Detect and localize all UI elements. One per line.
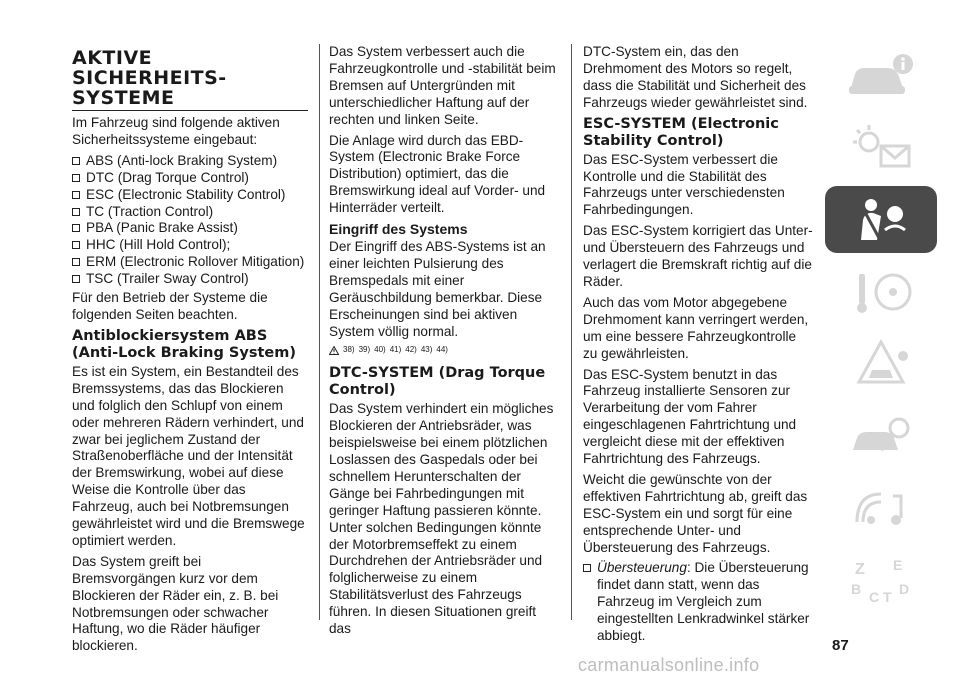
abs-paragraph-3: Das System verbessert auch die Fahrzeugkontrolle und -stabilität beim Bremsen auf Untergründen mit unterschiedlicher Haftung auf der rechten und linken Seite. — [329, 44, 556, 127]
intro-text: Im Fahrzeug sind folgende aktiven Sicherheitssysteme eingebaut: — [72, 115, 280, 147]
key-steering-icon — [841, 266, 921, 318]
index-letter: D — [899, 580, 910, 597]
after-list-text: Für den Betrieb der Systeme die folgenden Seiten beachten. — [72, 290, 268, 322]
chapter-tab-emergency[interactable] — [825, 330, 937, 397]
abs-paragraph-1: Es ist ein System, ein Bestandteil des Bremssystems, das das Blockieren und folglich den Schlupf von einem oder mehreren Rädern verhindert, und zwar bei jeglichem Zustand der Straßenoberfläche und der Intensität der Bremswirkung, wobei auf diese Weise die Kontrolle über das Fahrzeug, auch bei Notbremsungen gewährleistet wird und die Bremswege optimiert werden. — [72, 363, 305, 548]
chapter-tab-vehicle-info[interactable] — [825, 42, 937, 109]
list-item: DTC (Drag Torque Control) — [72, 170, 308, 187]
esc-paragraph-4: Das ESC-System benutzt in das Fahrzeug installierte Sensoren zur Verarbeitung der vom Fahrer eingeschlagenen Fahrtrichtung und vergleicht diese mit der effektiven Fahrtrichtung des Fahrzeugs. — [583, 366, 797, 467]
reference-number: 39) — [358, 345, 371, 355]
chapter-tab-indicators[interactable] — [825, 114, 937, 181]
page-number: 87 — [832, 637, 849, 654]
esc-paragraph-5: Weicht die gewünschte von der effektiven Fahrtrichtung ab, greift das ESC-System ein und sorgt für eine entsprechende Unter- und Übersteuerung des Fahrzeugs. — [583, 471, 808, 555]
index-letter: T — [883, 588, 892, 605]
warning-references — [329, 342, 559, 359]
checkbox-bullet-icon — [72, 191, 80, 199]
reference-number: 40) — [374, 345, 386, 355]
checkbox-bullet-icon — [72, 241, 80, 249]
reference-number: 42) — [405, 345, 417, 355]
chapter-sidebar — [825, 42, 937, 618]
list-item: ABS (Anti-lock Braking System) — [72, 153, 308, 170]
emergency-car-icon — [841, 338, 921, 390]
oversteer-list — [583, 560, 813, 645]
list-item: HHC (Hill Hold Control); — [72, 237, 308, 254]
column-3 — [583, 44, 813, 647]
intervention-paragraph: Der Eingriff des ABS-Systems ist an einer leichten Pulsierung des Bremspedals mit einer Geräuschbildung bemerkbar. Diese Erscheinungen sind bei aktiven System völlig normal. — [329, 238, 546, 339]
seatbelt-airbag-icon — [841, 194, 921, 246]
list-item: ERM (Electronic Rollover Mitigation) — [72, 254, 308, 271]
reference-number: 38) — [343, 345, 355, 355]
column-1 — [72, 44, 308, 659]
chapter-tab-starting-driving[interactable] — [825, 258, 937, 325]
list-item: PBA (Panic Brake Assist) — [72, 220, 308, 237]
esc-paragraph-2: Das ESC-System korrigiert das Unter- und Übersteuern des Fahrzeugs und verlagert die Bremskraft richtig auf die Räder. — [583, 223, 813, 289]
list-item: TSC (Trailer Sway Control) — [72, 271, 308, 288]
index-letter: B — [851, 580, 862, 597]
chapter-tab-index[interactable] — [825, 546, 937, 613]
abs-paragraph-2: Das System greift bei Bremsvorgängen kurz vor dem Blockieren der Räder ein, z. B. bei Notbremsungen oder schwacher Haftung, wo die Räder häufiger blockieren. — [72, 553, 279, 654]
column-divider — [571, 44, 572, 620]
esc-heading: ESC-SYSTEM (Electronic Stability Control) — [583, 115, 779, 149]
page-title: AKTIVE SICHERHEITS-SYSTEME — [72, 48, 308, 111]
esc-paragraph-1: Das ESC-System verbessert die Kontrolle und die Stabilität des Fahrzeugs unter verschiedensten Fahrbedingungen. — [583, 151, 785, 218]
abs-heading: Antiblockiersystem ABS (Anti-Lock Braking System) — [72, 327, 296, 361]
wrench-car-icon — [841, 410, 921, 462]
chapter-tab-safety[interactable] — [825, 186, 937, 253]
dtc-paragraph: Das System verhindert ein mögliches Blockieren der Antriebsräder, was beispielsweise bei einem plötzlichen Loslassen des Gaspedals oder bei schnellem Herunterschalten der Gänge bei Fahrbedingungen mit geringer Haftung passieren könnte. Unter solchen Bedingungen könnte der Motorbremseffekt zu einem Durchdrehen der Antriebsräder und folglicherweise zu einem Stabilitätsverlust des Fahrzeugs führen. In diesen Situationen greift das — [329, 401, 554, 637]
warning-lights-icon — [841, 122, 921, 174]
car-info-icon — [841, 50, 921, 102]
checkbox-bullet-icon — [72, 157, 80, 165]
systems-list — [72, 153, 308, 288]
ebd-paragraph: Die Anlage wird durch das EBD-System (Electronic Brake Force Distribution) optimiert, das die Bremswirkung ideal auf Vorder- und Hinterräder verteilt. — [329, 132, 546, 216]
list-item: ESC (Electronic Stability Control) — [72, 187, 308, 204]
index-letter: C — [869, 588, 880, 605]
intervention-heading: Eingriff des Systems — [329, 221, 468, 238]
chapter-tab-technical-data[interactable] — [825, 474, 937, 541]
checkbox-bullet-icon — [72, 275, 80, 283]
checkbox-bullet-icon — [72, 208, 80, 216]
index-letter: Z — [855, 560, 865, 578]
oversteer-text: : Die Übersteuerung findet dann statt, wenn das Fahrzeug im Vergleich zum eingestellten Lenkradwinkel stärker abbiegt. — [597, 560, 810, 644]
oversteer-term: Übersteuerung — [597, 560, 687, 576]
watermark-text: carmanualsonline.info — [578, 655, 760, 675]
index-letter: E — [893, 556, 903, 573]
chapter-tab-maintenance[interactable] — [825, 402, 937, 469]
checkbox-bullet-icon — [72, 258, 80, 266]
column-2 — [329, 44, 559, 642]
dtc-paragraph-continued: DTC-System ein, das den Drehmoment des Motors so regelt, dass die Stabilität und Sicherheit des Fahrzeugs wieder gewährleistet sind. — [583, 44, 808, 110]
checkbox-bullet-icon — [583, 564, 591, 572]
column-divider — [319, 44, 320, 620]
reference-number: 43) — [420, 345, 433, 355]
dtc-heading: DTC-SYSTEM (Drag Torque Control) — [329, 365, 546, 399]
checkbox-bullet-icon — [72, 174, 80, 182]
reference-number: 44) — [436, 345, 448, 355]
list-item — [583, 560, 813, 645]
checkbox-bullet-icon — [72, 224, 80, 232]
esc-paragraph-3: Auch das vom Motor abgegebene Drehmoment kann verringert werden, um eine bessere Fahrzeugkontrolle zu gewährleisten. — [583, 294, 809, 361]
alphabet-index-icon — [841, 554, 921, 606]
warning-triangle-icon — [329, 346, 339, 355]
multimedia-icon — [841, 482, 921, 534]
reference-number: 41) — [389, 345, 402, 355]
list-item: TC (Traction Control) — [72, 204, 308, 221]
